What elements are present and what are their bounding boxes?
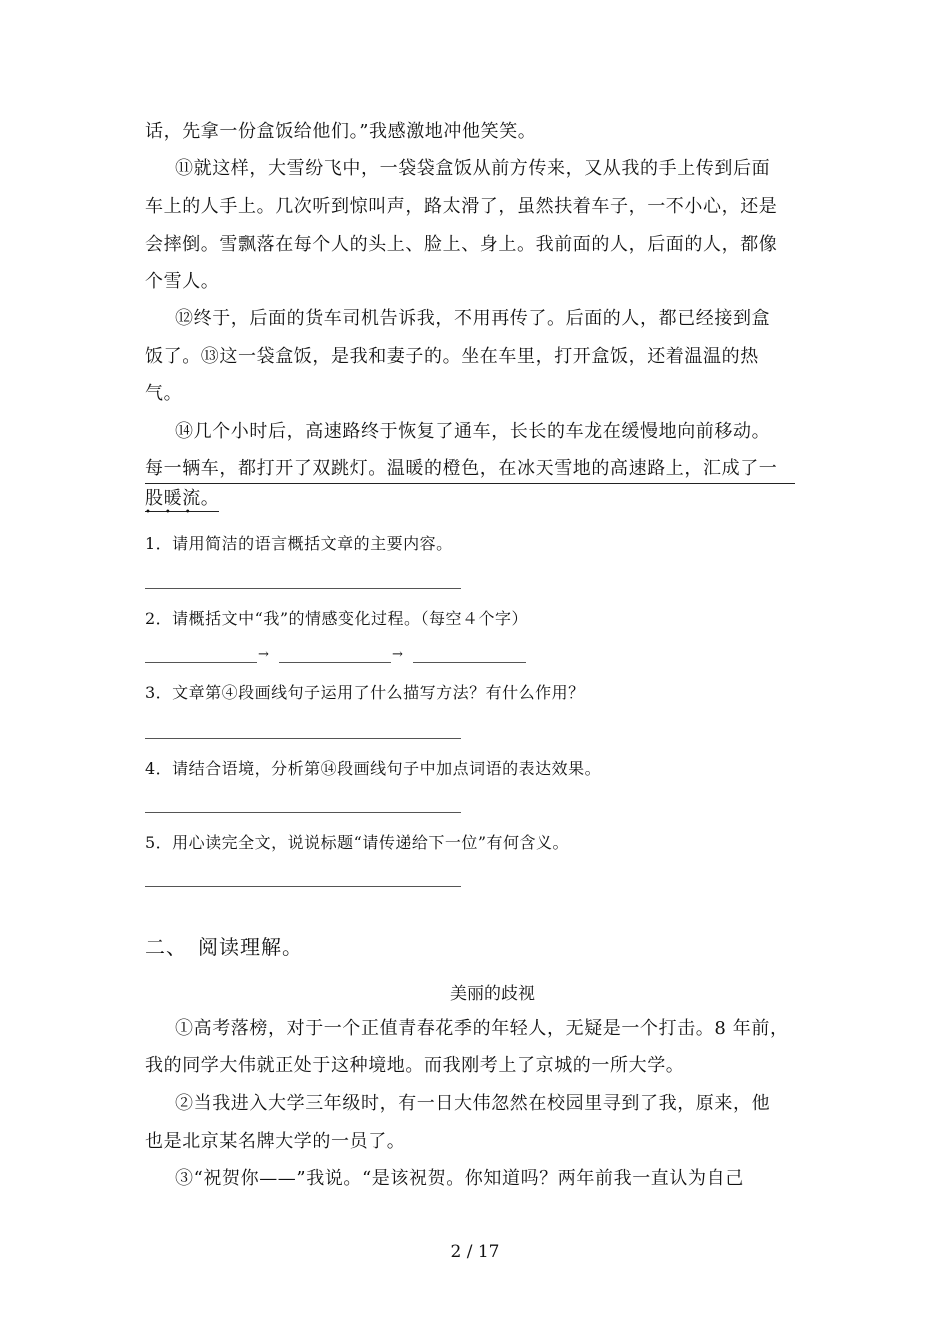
answer-line-4[interactable] [145, 812, 461, 813]
page-number: 2 / 17 [450, 1242, 500, 1262]
passage-line: ⑭几个小时后，高速路终于恢复了通车，长长的车龙在缓慢地向前移动。 [175, 421, 771, 442]
passage-line: ①高考落榜，对于一个正值青春花季的年轻人，无疑是一个打击。8 年前， [175, 1018, 789, 1039]
passage-line: 会摔倒。雪飘落在每个人的头上、脸上、身上。我前面的人，后面的人，都像 [145, 234, 778, 255]
passage-line: ⑫终于，后面的货车司机告诉我，不用再传了。后面的人，都已经接到盒 [175, 308, 771, 329]
answer-line-3[interactable] [145, 738, 461, 739]
underlined-sentence: 股暖流。 [145, 488, 219, 512]
answer-blank-2a[interactable] [145, 662, 257, 663]
passage-line: 也是北京某名牌大学的一员了。 [145, 1131, 406, 1152]
passage-line: 个雪人。 [145, 271, 220, 292]
arrow-icon: → [392, 647, 403, 662]
question-1: 1．请用简洁的语言概括文章的主要内容。 [145, 534, 453, 553]
emphasis-dots: ••• [145, 507, 205, 518]
underlined-sentence: 每一辆车，都打开了双跳灯。温暖的橙色，在冰天雪地的高速路上，汇成了一 [145, 457, 795, 484]
answer-blank-2c[interactable] [413, 662, 526, 663]
passage-line: ③“祝贺你——”我说。“是该祝贺。你知道吗？两年前我一直认为自己 [175, 1168, 744, 1189]
question-4: 4．请结合语境，分析第⑭段画线句子中加点词语的表达效果。 [145, 759, 602, 778]
arrow-icon: → [258, 647, 269, 662]
answer-line-5[interactable] [145, 886, 461, 887]
underlined-sentence-end [145, 487, 800, 511]
passage-title: 美丽的歧视 [450, 984, 535, 1004]
passage-line: ⑪就这样，大雪纷飞中，一袋袋盒饭从前方传来，又从我的手上传到后面 [175, 158, 771, 179]
answer-line-1[interactable] [145, 588, 461, 589]
passage-line: ②当我进入大学三年级时，有一日大伟忽然在校园里寻到了我，原来，他 [175, 1093, 771, 1114]
passage-line: 气。 [145, 383, 183, 404]
question-2: 2．请概括文中“我”的情感变化过程。（每空４个字） [145, 609, 529, 628]
passage-line: 饭了。⑬这一袋盒饭，是我和妻子的。坐在车里，打开盒饭，还着温温的热 [145, 346, 759, 367]
section-heading: 二、 阅读理解。 [145, 935, 303, 959]
passage-line: 我的同学大伟就正处于这种境地。而我刚考上了京城的一所大学。 [145, 1055, 685, 1076]
question-3: 3．文章第④段画线句子运用了什么描写方法？有什么作用？ [145, 683, 585, 702]
question-5: 5．用心读完全文，说说标题“请传递给下一位”有何含义。 [145, 833, 570, 852]
passage-line: 车上的人手上。几次听到惊叫声，路太滑了，虽然扶着车子，一不小心，还是 [145, 196, 778, 217]
passage-line: 话，先拿一份盒饭给他们。”我感激地冲他笑笑。 [145, 121, 537, 142]
answer-blank-2b[interactable] [279, 662, 391, 663]
